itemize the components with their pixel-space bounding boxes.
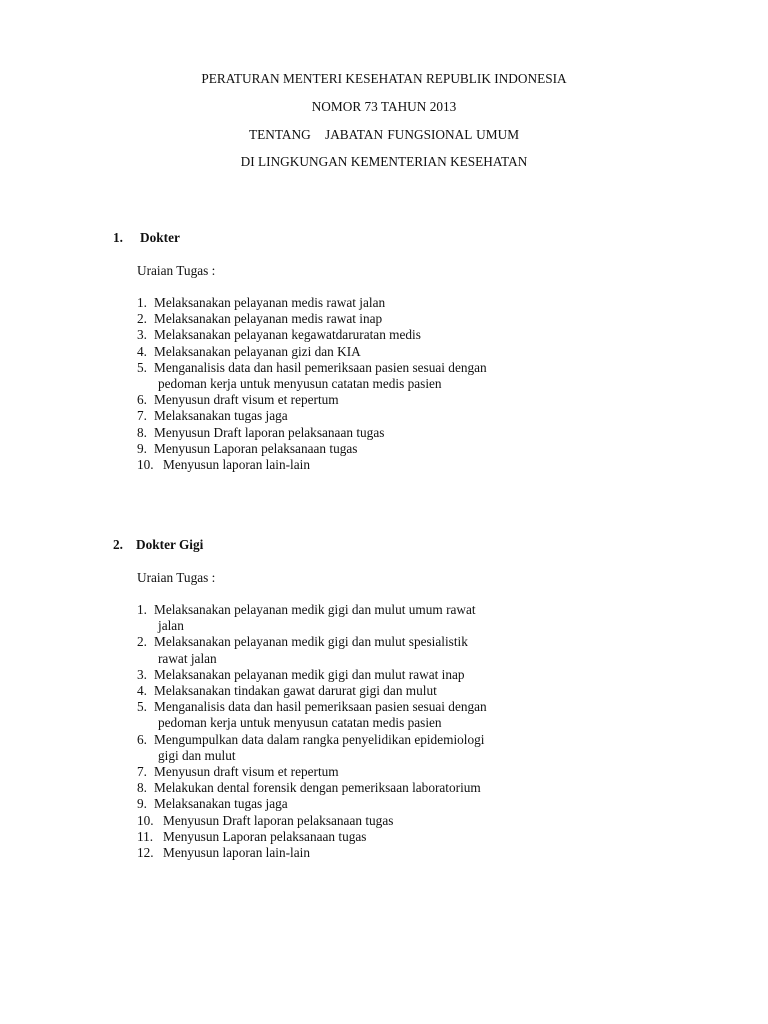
task-item [137,796,487,812]
task-item [137,699,487,731]
section-heading [113,537,203,553]
task-item [137,732,487,764]
task-item [137,829,487,845]
task-text: Menyusun Draft laporan pelaksanaan tugas [154,424,385,440]
task-number: 4. [137,683,147,699]
section-subheading: Uraian Tugas : [137,570,216,585]
document-title-line-1: PERATURAN MENTERI KESEHATAN REPUBLIK INDONESIA [201,71,567,86]
task-item [137,780,487,796]
task-text: Melaksanakan pelayanan medis rawat jalan [154,295,386,310]
task-text: Menyusun laporan lain-lain [163,457,310,473]
task-text: Menganalisis data dan hasil pemeriksaan pasien sesuai dengan [154,699,487,715]
task-text: Melaksanakan pelayanan medik gigi dan mulut umum rawat [154,602,476,617]
task-text: Melaksanakan tindakan gawat darurat gigi dan mulut [154,683,437,699]
task-number: 7. [137,408,147,424]
task-text: Menganalisis data dan hasil pemeriksaan pasien sesuai dengan [154,359,487,375]
task-number: 3. [137,327,147,343]
task-text: Melaksanakan tugas jaga [154,408,288,424]
task-item [137,764,487,780]
task-text: Menyusun Draft laporan pelaksanaan tugas [163,812,394,828]
task-text-continuation: rawat jalan [158,650,217,666]
task-text: Melaksanakan pelayanan medik gigi dan mulut rawat inap [154,666,465,682]
task-item [137,683,487,699]
task-text: Menyusun laporan lain-lain [163,845,310,861]
task-text: Melaksanakan pelayanan medis rawat inap [154,311,383,327]
task-text-continuation: gigi dan mulut [158,747,236,763]
task-text: Melakukan dental forensik dengan pemeriksaan laboratorium [154,780,481,796]
task-text: Melaksanakan tugas jaga [154,796,288,812]
task-text: Melaksanakan pelayanan gizi dan KIA [154,343,361,359]
task-item [137,360,487,392]
task-number: 9. [137,440,147,456]
task-number: 12. [137,845,154,861]
task-item [137,327,487,343]
task-text-continuation: pedoman kerja untuk menyusun catatan medis pasien [158,376,442,392]
task-text: Menyusun Laporan pelaksanaan tugas [154,440,358,456]
task-text: Menyusun draft visum et repertum [154,392,339,408]
task-number: 4. [137,343,147,359]
task-number: 9. [137,796,147,812]
task-item [137,311,487,327]
task-text: Menyusun Laporan pelaksanaan tugas [163,828,367,844]
task-item [137,634,487,666]
task-number: 10. [137,812,154,828]
section-title: Dokter Gigi [136,537,204,552]
task-text: Melaksanakan pelayanan medik gigi dan mulut spesialistik [154,634,468,650]
task-list [137,295,487,473]
document-scope: DI LINGKUNGAN KEMENTERIAN KESEHATAN [240,154,528,169]
task-number: 2. [137,311,147,327]
task-item [137,425,487,441]
task-item [137,408,487,424]
task-item [137,813,487,829]
task-number: 8. [137,424,147,440]
task-number: 1. [137,295,147,310]
task-text: Melaksanakan pelayanan kegawatdaruratan medis [154,327,421,343]
task-number: 5. [137,359,147,375]
task-item [137,602,487,634]
task-text: Mengumpulkan data dalam rangka penyelidikan epidemiologi [154,731,485,747]
section-title: Dokter [140,230,180,245]
document-number: NOMOR 73 TAHUN 2013 [311,99,457,114]
task-item [137,441,487,457]
task-item [137,667,487,683]
task-number: 1. [137,602,147,617]
task-number: 2. [137,634,147,650]
section-number: 1. [113,230,123,245]
subject-prefix: TENTANG [248,127,311,142]
section-subheading: Uraian Tugas : [137,263,216,278]
task-item [137,457,487,473]
task-number: 7. [137,764,147,780]
task-text-continuation: pedoman kerja untuk menyusun catatan medis pasien [158,715,442,731]
task-number: 8. [137,780,147,796]
task-number: 6. [137,392,147,408]
task-list [137,602,487,861]
task-item [137,344,487,360]
task-number: 3. [137,666,147,682]
task-text-continuation: jalan [158,618,184,634]
section-heading [113,230,180,246]
task-number: 10. [137,457,154,473]
task-number: 5. [137,699,147,715]
task-item [137,392,487,408]
section-number: 2. [113,537,123,552]
document-subject [0,127,768,143]
task-number: 11. [137,828,154,844]
task-item [137,845,487,861]
task-number: 6. [137,731,147,747]
subject-text: JABATAN FUNGSIONAL UMUM [325,127,520,142]
task-item [137,295,487,311]
task-text: Menyusun draft visum et repertum [154,764,339,780]
